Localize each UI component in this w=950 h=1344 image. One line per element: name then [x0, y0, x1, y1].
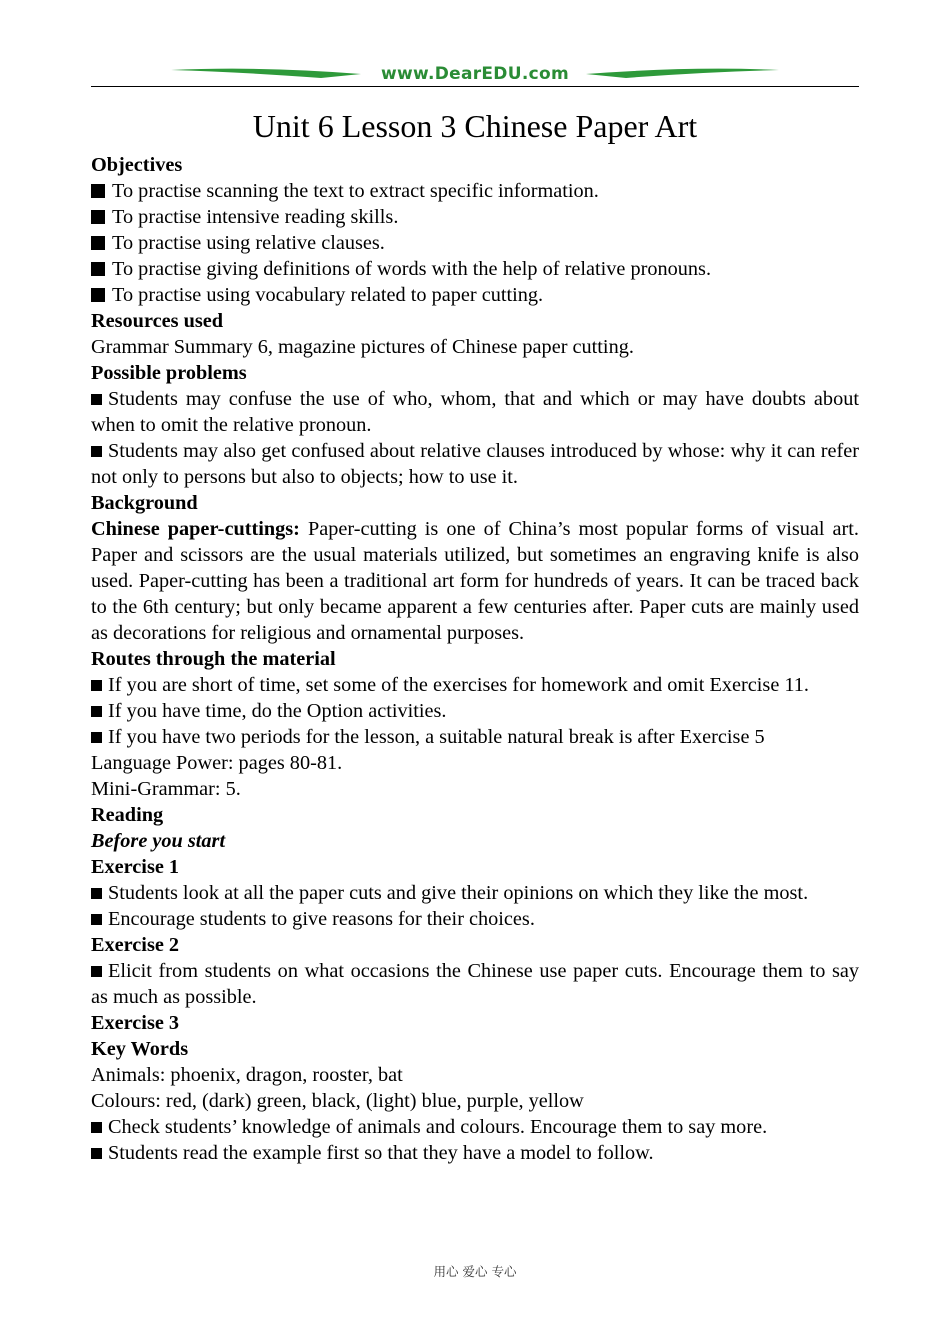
exercise-1-item: Encourage students to give reasons for their choices. [91, 906, 859, 932]
mini-grammar-ref: Mini-Grammar: 5. [91, 778, 241, 800]
square-bullet-icon [91, 262, 105, 276]
exercise-2-heading: Exercise 2 [91, 934, 180, 956]
resources-heading: Resources used [91, 310, 224, 332]
square-bullet-icon [91, 210, 105, 224]
square-bullet-icon [91, 1148, 102, 1159]
header-rule [91, 86, 859, 87]
site-logo[interactable]: www.DearEDU.com [381, 64, 569, 84]
objective-item: To practise scanning the text to extract specific information. [91, 178, 859, 204]
key-words-animals: Animals: phoenix, dragon, rooster, bat [91, 1064, 403, 1086]
before-you-start-subheading: Before you start [91, 830, 226, 852]
page-header [91, 62, 859, 90]
exercise-2-item: Elicit from students on what occasions the Chinese use paper cuts. Encourage them to say as much as possible. [91, 960, 859, 1008]
square-bullet-icon [91, 732, 102, 743]
routes-heading: Routes through the material [91, 648, 336, 670]
key-words-colours: Colours: red, (dark) green, black, (light) blue, purple, yellow [91, 1090, 584, 1112]
problems-heading: Possible problems [91, 362, 247, 384]
square-bullet-icon [91, 184, 105, 198]
square-bullet-icon [91, 888, 102, 899]
exercise-3-item: Check students’ knowledge of animals and colours. Encourage them to say more. [91, 1114, 859, 1140]
exercise-1-heading: Exercise 1 [91, 856, 180, 878]
square-bullet-icon [91, 680, 102, 691]
language-power-ref: Language Power: pages 80-81. [91, 752, 343, 774]
document-body [91, 152, 859, 1166]
problem-item: Students may also get confused about relative clauses introduced by whose: why it can refer not only to persons but also to objects; how to use it. [91, 440, 859, 488]
exercise-1-item: Students look at all the paper cuts and give their opinions on which they like the most. [91, 880, 859, 906]
background-paragraph: Chinese paper-cuttings: Paper-cutting is one of China’s most popular forms of visual art. Paper and scissors are the usual materials utilized, but sometimes an engraving knife is also used. Paper-cutting has been a traditional art form for hundreds of years. It can be traced back to the 6th century; but only became apparent a few centuries after. Paper cuts are mainly used as decorations for religious and ornamental purposes. [91, 518, 859, 644]
objective-item: To practise using vocabulary related to paper cutting. [91, 282, 859, 308]
route-item: If you are short of time, set some of the exercises for homework and omit Exercise 11. [91, 672, 859, 698]
route-item: If you have time, do the Option activities. [91, 698, 859, 724]
reading-heading: Reading [91, 804, 164, 826]
page-footer: 用心 爱心 专心 [433, 1264, 517, 1279]
square-bullet-icon [91, 706, 102, 717]
key-words-heading: Key Words [91, 1038, 189, 1060]
square-bullet-icon [91, 288, 105, 302]
objective-item: To practise using relative clauses. [91, 230, 859, 256]
square-bullet-icon [91, 966, 102, 977]
square-bullet-icon [91, 446, 102, 457]
background-heading: Background [91, 492, 198, 514]
resources-text: Grammar Summary 6, magazine pictures of Chinese paper cutting. [91, 336, 634, 358]
square-bullet-icon [91, 914, 102, 925]
square-bullet-icon [91, 236, 105, 250]
square-bullet-icon [91, 1122, 102, 1133]
background-term: Chinese paper-cuttings: [91, 518, 300, 540]
objective-item: To practise intensive reading skills. [91, 204, 859, 230]
objectives-heading: Objectives [91, 154, 183, 176]
exercise-3-heading: Exercise 3 [91, 1012, 180, 1034]
objective-item: To practise giving definitions of words with the help of relative pronouns. [91, 256, 859, 282]
page-title: Unit 6 Lesson 3 Chinese Paper Art [252, 108, 698, 144]
square-bullet-icon [91, 394, 102, 405]
exercise-3-item: Students read the example first so that they have a model to follow. [91, 1140, 859, 1166]
route-item: If you have two periods for the lesson, a suitable natural break is after Exercise 5 [91, 724, 859, 750]
problem-item: Students may confuse the use of who, whom, that and which or may have doubts about when to omit the relative pronoun. [91, 388, 859, 436]
